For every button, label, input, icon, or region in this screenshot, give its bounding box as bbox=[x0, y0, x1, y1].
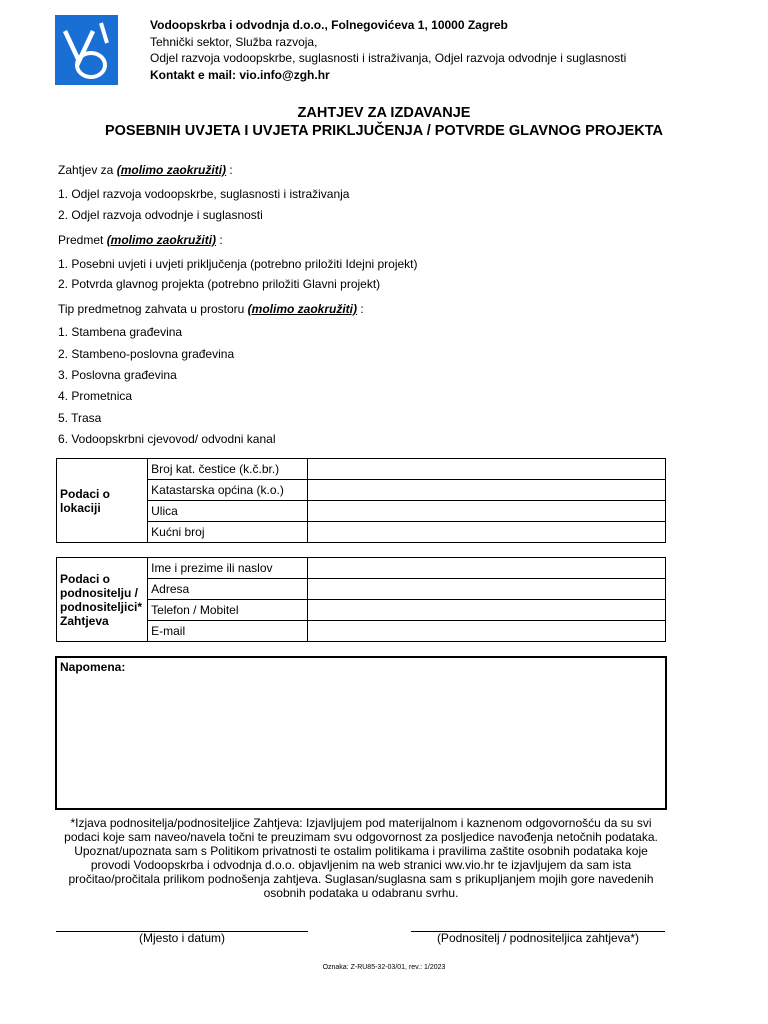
field-label: Katastarska općina (k.o.) bbox=[148, 480, 308, 501]
list-item[interactable]: 3. Poslovna građevina bbox=[58, 368, 177, 382]
cadastral-municipality-input[interactable] bbox=[308, 480, 666, 501]
location-label: Podaci o lokaciji bbox=[57, 459, 148, 543]
field-label: E-mail bbox=[148, 621, 308, 642]
contact-line: Kontakt e mail: vio.info@zgh.hr bbox=[150, 67, 330, 82]
departments-line: Odjel razvoja vodoopskrbe, suglasnosti i istraživanja, Odjel razvoja odvodnje i suglasnosti bbox=[150, 51, 627, 65]
parcel-number-input[interactable] bbox=[308, 459, 666, 480]
section2-prefix: Predmet bbox=[58, 233, 107, 247]
applicant-signature-label: (Podnositelj / podnositeljica zahtjeva*) bbox=[436, 931, 640, 945]
address-input[interactable] bbox=[308, 579, 666, 600]
title-line-2: POSEBNIH UVJETA I UVJETA PRIKLJUČENJA / POTVRDE GLAVNOG PROJEKTA bbox=[104, 123, 664, 139]
list-item[interactable]: 5. Trasa bbox=[58, 411, 102, 425]
document-code: Oznaka: Z-RU85-32-03/01, rev.: 1/2023 bbox=[322, 964, 446, 971]
vio-logo-icon bbox=[55, 15, 118, 85]
applicant-table bbox=[56, 557, 666, 642]
list-item[interactable]: 1. Posebni uvjeti i uvjeti priključenja (potrebno priložiti Idejni projekt) bbox=[58, 257, 418, 271]
company-line: Vodoopskrba i odvodnja d.o.o., Folnegovićeva 1, 10000 Zagreb bbox=[150, 18, 508, 32]
field-label: Telefon / Mobitel bbox=[148, 600, 308, 621]
section3-heading bbox=[58, 302, 364, 316]
list-item[interactable]: 2. Stambeno-poslovna građevina bbox=[58, 347, 235, 361]
section1-suffix: : bbox=[226, 163, 233, 177]
list-item[interactable]: 1. Stambena građevina bbox=[58, 325, 183, 339]
notes-field[interactable] bbox=[55, 656, 667, 810]
street-input[interactable] bbox=[308, 501, 666, 522]
section1-emph: (molimo zaokružiti) bbox=[116, 163, 227, 177]
field-label: Adresa bbox=[148, 579, 308, 600]
section2-emph: (molimo zaokružiti) bbox=[106, 233, 217, 247]
list-item[interactable]: 6. Vodoopskrbni cjevovod/ odvodni kanal bbox=[58, 432, 276, 446]
list-item[interactable]: 2. Odjel razvoja odvodnje i suglasnosti bbox=[58, 208, 263, 222]
field-label: Ulica bbox=[148, 501, 308, 522]
document-title bbox=[0, 104, 768, 140]
email-input[interactable] bbox=[308, 621, 666, 642]
sector-line: Tehnički sektor, Služba razvoja, bbox=[150, 34, 318, 49]
section3-suffix: : bbox=[357, 302, 364, 316]
field-label: Kućni broj bbox=[148, 522, 308, 543]
house-number-input[interactable] bbox=[308, 522, 666, 543]
section3-prefix: Tip predmetnog zahvata u prostoru bbox=[58, 302, 248, 316]
section2-suffix: : bbox=[216, 233, 223, 247]
field-label: Ime i prezime ili naslov bbox=[148, 558, 308, 579]
section1-heading bbox=[58, 163, 233, 177]
name-input[interactable] bbox=[308, 558, 666, 579]
title-line-1: ZAHTJEV ZA IZDAVANJE bbox=[297, 105, 471, 121]
applicant-label: Podaci o podnositelju / podnositeljici* Zahtjeva bbox=[57, 558, 148, 642]
list-item[interactable]: 1. Odjel razvoja vodoopskrbe, suglasnosti i istraživanja bbox=[58, 187, 350, 201]
field-label: Broj kat. čestice (k.č.br.) bbox=[148, 459, 308, 480]
declaration-text: *Izjava podnositelja/podnositeljice Zahtjeva: Izjavljujem pod materijalnom i kaznenom odgovornošću da su svi podaci koje sam naveo/navela točni te preuzimam svu odgovornost za posljedice navođenja netočnih podataka. Upoznat/upoznata sam s Politikom privatnosti te ostalim politikama i pravilima zaštite osobnih podataka koje provodi Vodoopskrba i odvodnja d.o.o. objavljenim na web stranici ww.vio.hr te izjavljujem da sam ista pročitao/pročitala prilikom podnošenja zahtjeva. Suglasan/suglasna sam s prikupljanjem mojih gore navedenih osobnih podataka u odabranu svrhu. bbox=[64, 816, 658, 900]
list-item[interactable]: 4. Prometnica bbox=[58, 389, 133, 403]
section3-emph: (molimo zaokružiti) bbox=[247, 302, 358, 316]
letterhead bbox=[150, 17, 626, 83]
location-table bbox=[56, 458, 666, 543]
section2-heading bbox=[58, 233, 223, 247]
section1-prefix: Zahtjev za bbox=[58, 163, 117, 177]
notes-label: Napomena: bbox=[60, 660, 126, 674]
phone-input[interactable] bbox=[308, 600, 666, 621]
place-date-label: (Mjesto i datum) bbox=[138, 931, 226, 945]
list-item[interactable]: 2. Potvrda glavnog projekta (potrebno priložiti Glavni projekt) bbox=[58, 277, 381, 291]
